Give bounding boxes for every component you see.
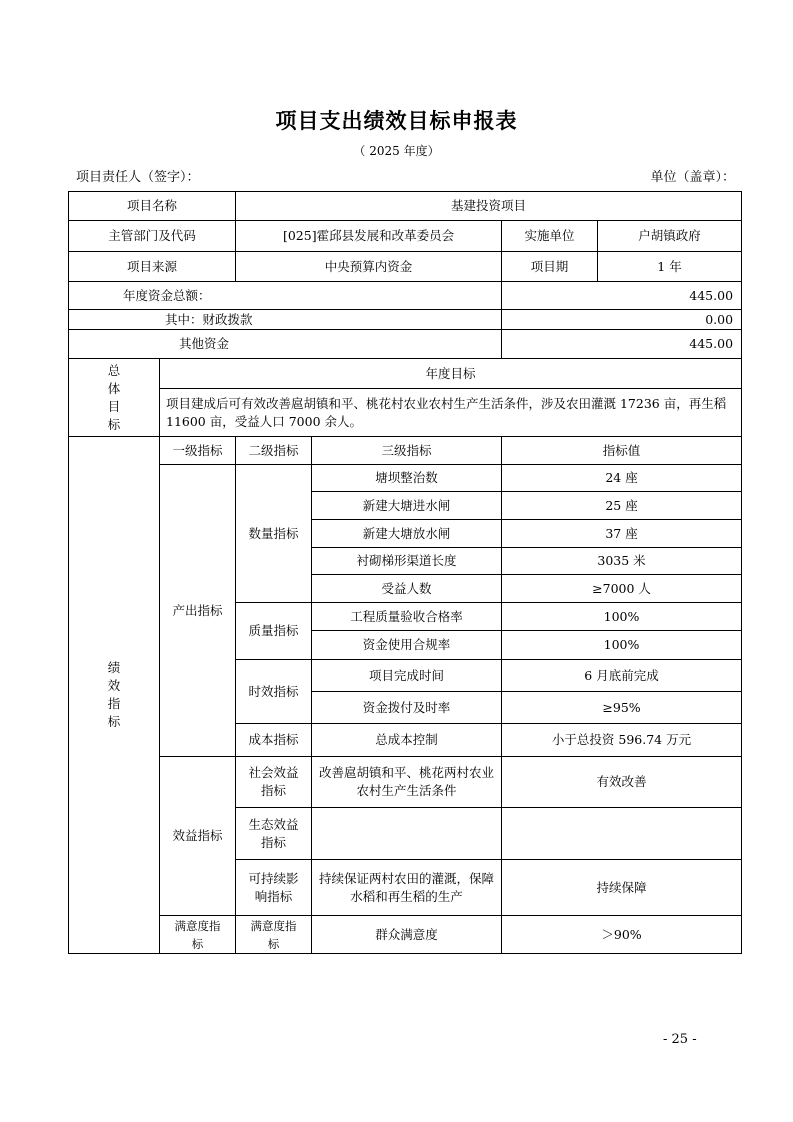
- satisfaction-level1-label: 满意度指 标: [160, 916, 236, 954]
- indicator-value: 24 座: [502, 465, 742, 492]
- social-benefit-label: 社会效益 指标: [236, 757, 312, 808]
- indicator-name: 受益人数: [312, 575, 502, 603]
- impl-value: 户胡镇政府: [598, 221, 742, 252]
- other-funds-value: 445.00: [502, 330, 742, 359]
- header-level3: 三级指标: [312, 437, 502, 465]
- indicator-value: 6 月底前完成: [502, 660, 742, 692]
- total-funds-value: 445.00: [502, 282, 742, 310]
- indicator-value: 25 座: [502, 492, 742, 520]
- row-project-name: [69, 192, 742, 221]
- sustain-impact-label: 可持续影 响指标: [236, 860, 312, 916]
- output-indicator-label: 产出指标: [160, 465, 236, 757]
- indicator-name: 资金拨付及时率: [312, 692, 502, 724]
- indicator-value: 37 座: [502, 520, 742, 548]
- header-level2: 二级指标: [236, 437, 312, 465]
- cost-indicator-label: 成本指标: [236, 724, 312, 757]
- row-department: [69, 221, 742, 252]
- period-value: 1 年: [598, 252, 742, 282]
- page-number: - 25 -: [663, 1032, 697, 1047]
- fiscal-funds-label: 其中：财政拨款: [69, 310, 502, 330]
- header-value: 指标值: [502, 437, 742, 465]
- quantity-indicator-label: 数量指标: [236, 465, 312, 603]
- indicator-value: ≥7000 人: [502, 575, 742, 603]
- indicator-name: 群众满意度: [312, 916, 502, 954]
- project-name-label: 项目名称: [69, 192, 236, 221]
- row-annual-goal-text: [69, 389, 742, 437]
- other-funds-label: 其他资金: [69, 330, 502, 359]
- project-name-value: 基建投资项目: [236, 192, 742, 221]
- indicator-value: 有效改善: [502, 757, 742, 808]
- eco-benefit-label: 生态效益 指标: [236, 808, 312, 860]
- dept-label: 主管部门及代码: [69, 221, 236, 252]
- row-other-funds: [69, 330, 742, 359]
- source-label: 项目来源: [69, 252, 236, 282]
- satisfaction-level2-label: 满意度指 标: [236, 916, 312, 954]
- unit-label: 单位（盖章）：: [650, 170, 735, 185]
- indicator-name: 工程质量验收合格率: [312, 603, 502, 631]
- row-total-funds: [69, 282, 742, 310]
- source-value: 中央预算内资金: [236, 252, 502, 282]
- impl-label: 实施单位: [502, 221, 598, 252]
- performance-form-table: [68, 191, 742, 954]
- indicator-value: 100%: [502, 631, 742, 660]
- row-fiscal-funds: [69, 310, 742, 330]
- indicator-name: 资金使用合规率: [312, 631, 502, 660]
- indicator-value: 持续保障: [502, 860, 742, 916]
- dept-value: [025]霍邱县发展和改革委员会: [236, 221, 502, 252]
- indicator-value: ≥95%: [502, 692, 742, 724]
- annual-goal-text: 项目建成后可有效改善扈胡镇和平、桃花村农业农村生产生活条件，涉及农田灌溉 17236 亩，再生稻11600 亩，受益人口 7000 余人。: [160, 389, 742, 437]
- indicator-name: 新建大塘放水闸: [312, 520, 502, 548]
- year-line: （ 2025 年度）: [353, 144, 440, 158]
- indicator-name: 衬砌梯形渠道长度: [312, 548, 502, 575]
- table-row: [69, 465, 742, 492]
- indicator-value-empty: [502, 808, 742, 860]
- indicator-name: 项目完成时间: [312, 660, 502, 692]
- period-label: 项目期: [502, 252, 598, 282]
- indicator-name-empty: [312, 808, 502, 860]
- indicator-name: 新建大塘进水闸: [312, 492, 502, 520]
- indicator-value: 3035 米: [502, 548, 742, 575]
- indicator-name: 改善扈胡镇和平、桃花两村农业农村生产生活条件: [312, 757, 502, 808]
- total-funds-label: 年度资金总额：: [69, 282, 502, 310]
- indicator-name: 塘坝整治数: [312, 465, 502, 492]
- benefit-indicator-label: 效益指标: [160, 757, 236, 916]
- timeliness-indicator-label: 时效指标: [236, 660, 312, 724]
- annual-goal-label: 年度目标: [160, 359, 742, 389]
- indicator-name: 持续保证两村农田的灌溉，保障水稻和再生稻的生产: [312, 860, 502, 916]
- indicator-name: 总成本控制: [312, 724, 502, 757]
- row-source: [69, 252, 742, 282]
- page-title: 项目支出绩效目标申报表: [275, 108, 518, 133]
- header-level1: 一级指标: [160, 437, 236, 465]
- row-annual-goal-header: [69, 359, 742, 389]
- indicator-value: 100%: [502, 603, 742, 631]
- responsible-label: 项目责任人（签字）：: [76, 170, 200, 185]
- table-row: [69, 916, 742, 954]
- table-row: [69, 757, 742, 808]
- indicator-value: ＞90%: [502, 916, 742, 954]
- fiscal-funds-value: 0.00: [502, 310, 742, 330]
- overall-goal-label: 总 体 目 标: [69, 359, 160, 437]
- indicator-value: 小于总投资 596.74 万元: [502, 724, 742, 757]
- row-indicator-headers: [69, 437, 742, 465]
- quality-indicator-label: 质量指标: [236, 603, 312, 660]
- performance-indicator-label: 绩 效 指 标: [69, 437, 160, 954]
